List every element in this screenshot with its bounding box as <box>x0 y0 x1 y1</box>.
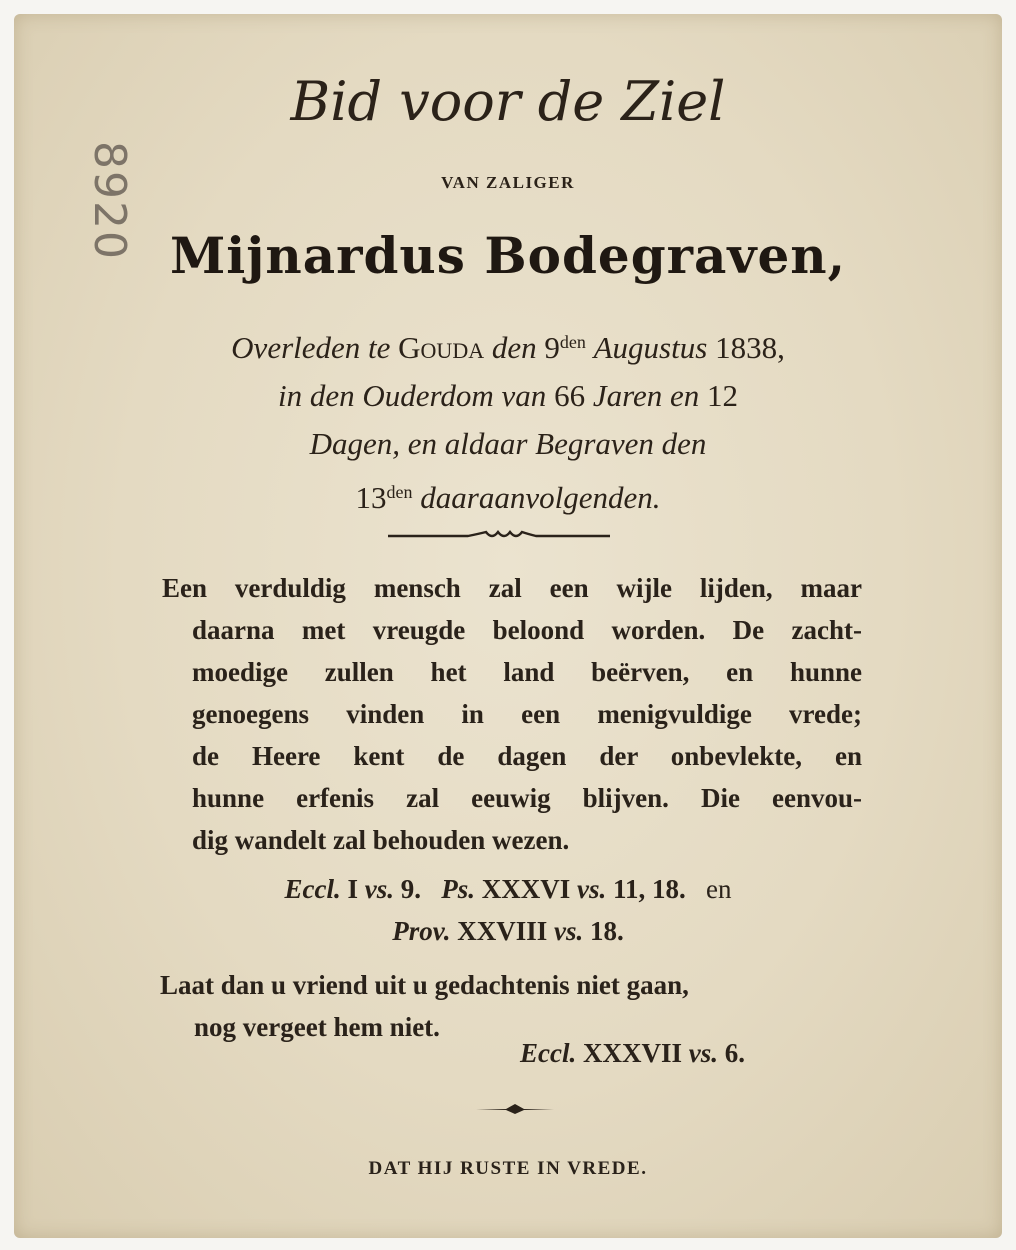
quote-line: moedige zullen het land beërven, en hunne <box>192 657 862 687</box>
ref-verse: 18. <box>590 916 624 946</box>
quote-line: genoegens vinden in een menigvuldige vrede; <box>192 699 862 729</box>
ref-verse: 6. <box>724 1038 745 1068</box>
age-years: 66 <box>554 378 586 413</box>
quote-line: dig wandelt zal behouden wezen. <box>192 825 570 855</box>
death-city: Gouda <box>398 330 485 365</box>
ref-vs: vs. <box>688 1038 718 1068</box>
second-quote-reference <box>520 1038 745 1069</box>
ref-and: en <box>706 874 732 904</box>
ref-vs: vs. <box>554 916 584 946</box>
death-text-1: Overleden te <box>231 330 391 365</box>
closing-line: DAT HIJ RUSTE IN VREDE. <box>368 1158 648 1179</box>
death-text-6: daaraanvolgenden. <box>420 480 661 515</box>
scripture-quote <box>162 567 862 861</box>
quote-line: daarna met vreugde beloond worden. De zacht- <box>192 615 862 645</box>
scripture-references <box>0 868 1016 952</box>
ref-vs: vs. <box>364 874 394 904</box>
divider-ornament <box>388 526 610 546</box>
quote-line: nog vergeet hem niet. <box>194 1012 440 1042</box>
death-month: Augustus <box>593 330 708 365</box>
quote-line: de Heere kent de dagen der onbevlekte, en <box>192 741 862 771</box>
death-text-4: Jaren en <box>592 378 700 413</box>
death-text-5: Dagen, en aldaar Begraven den <box>309 426 707 461</box>
quote-line: Een verduldig mensch zal een wijle lijden, maar <box>162 573 862 603</box>
ref-book: Eccl. <box>520 1038 577 1068</box>
ref-vs: vs. <box>577 874 607 904</box>
ref-book: Ps. <box>441 874 475 904</box>
ref-book: Prov. <box>392 916 451 946</box>
ref-verse: 11, 18. <box>613 874 686 904</box>
death-year: 1838, <box>715 330 785 365</box>
ref-chapter: XXVIII <box>457 916 548 946</box>
death-details <box>120 318 896 522</box>
small-divider-ornament <box>476 1102 554 1116</box>
death-text-3: in den Ouderdom van <box>277 378 547 413</box>
quote-line: Laat dan u vriend uit u gedachtenis niet gaan, <box>160 970 689 1000</box>
death-day: $9^{den}$ <box>544 330 586 365</box>
death-text-2: den <box>491 330 537 365</box>
ref-chapter: I <box>347 874 358 904</box>
ref-book: Eccl. <box>284 874 341 904</box>
age-days: 12 <box>707 378 739 413</box>
card-subheading: VAN ZALIGER <box>441 173 575 192</box>
deceased-name: Mijnardus Bodegraven, <box>169 226 847 285</box>
ref-chapter: XXXVII <box>582 1038 682 1068</box>
pencil-inventory-number: 8920 <box>84 141 135 261</box>
second-quote <box>160 964 840 1048</box>
ref-verse: 9. <box>400 874 421 904</box>
card-heading: Bid voor de Ziel <box>290 70 726 133</box>
burial-day: $13^{den}$ <box>355 480 413 515</box>
quote-line: hunne erfenis zal eeuwig blijven. Die eenvou- <box>192 783 862 813</box>
ref-chapter: XXXVI <box>481 874 571 904</box>
